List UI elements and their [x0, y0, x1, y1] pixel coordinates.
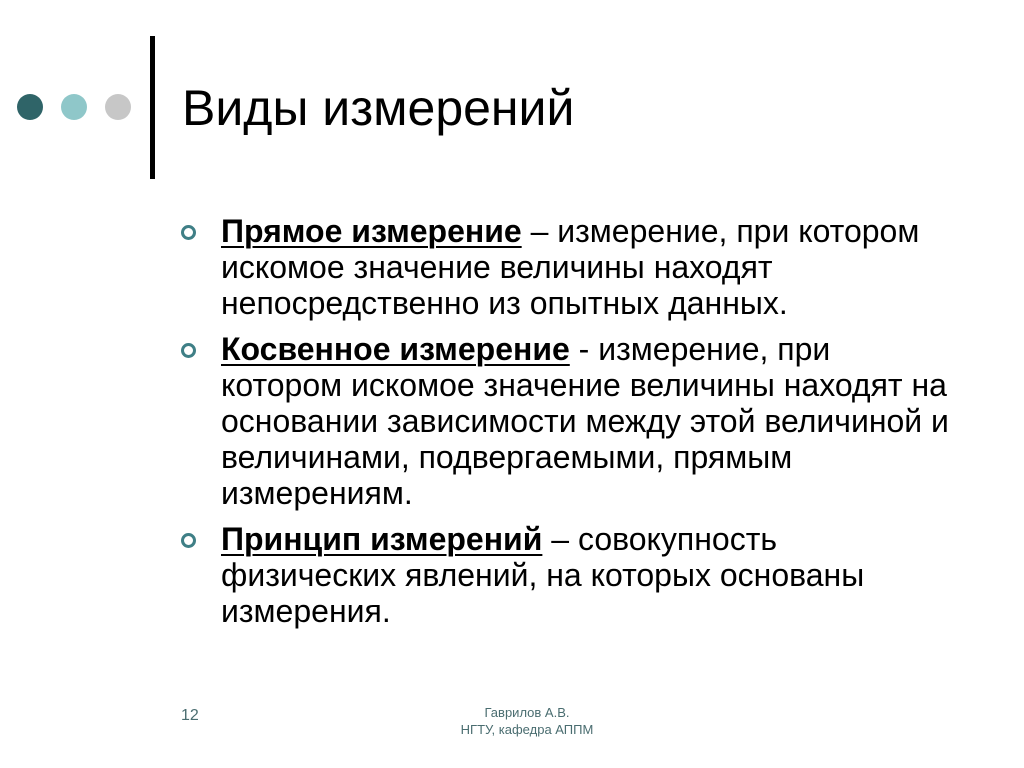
slide-number: 12 — [181, 707, 199, 724]
term-indirect-measurement: Косвенное измерение — [221, 331, 570, 367]
footer-department: НГТУ, кафедра АППМ — [460, 722, 594, 737]
ring-bullet-icon — [181, 533, 196, 548]
bullet-item-indirect-measurement — [181, 331, 951, 511]
definition-indirect-measurement: - измерение, при котором искомое значение величины находят на основании зависимости между этой величиной и величинами, подвергаемыми, прямым измерениям. — [221, 331, 949, 511]
term-direct-measurement: Прямое измерение — [221, 213, 522, 249]
footer — [400, 704, 654, 738]
ring-bullet-icon — [181, 343, 196, 358]
bullet-item-measurement-principle — [181, 521, 951, 629]
bullet-item-direct-measurement — [181, 213, 951, 321]
title-divider — [150, 36, 155, 179]
decorative-dot-grey — [105, 94, 131, 120]
term-measurement-principle: Принцип измерений — [221, 521, 543, 557]
definition-measurement-principle: – совокупность физических явлений, на которых основаны измерения. — [221, 521, 865, 629]
bullet-list — [181, 213, 951, 639]
ring-bullet-icon — [181, 225, 196, 240]
decorative-dot-dark — [17, 94, 43, 120]
definition-direct-measurement: – измерение, при котором искомое значение величины находят непосредственно из опытных данных. — [221, 213, 920, 321]
slide-title: Виды измерений — [182, 80, 575, 136]
footer-author: Гаврилов А.В. — [484, 705, 570, 720]
decorative-dot-light — [61, 94, 87, 120]
